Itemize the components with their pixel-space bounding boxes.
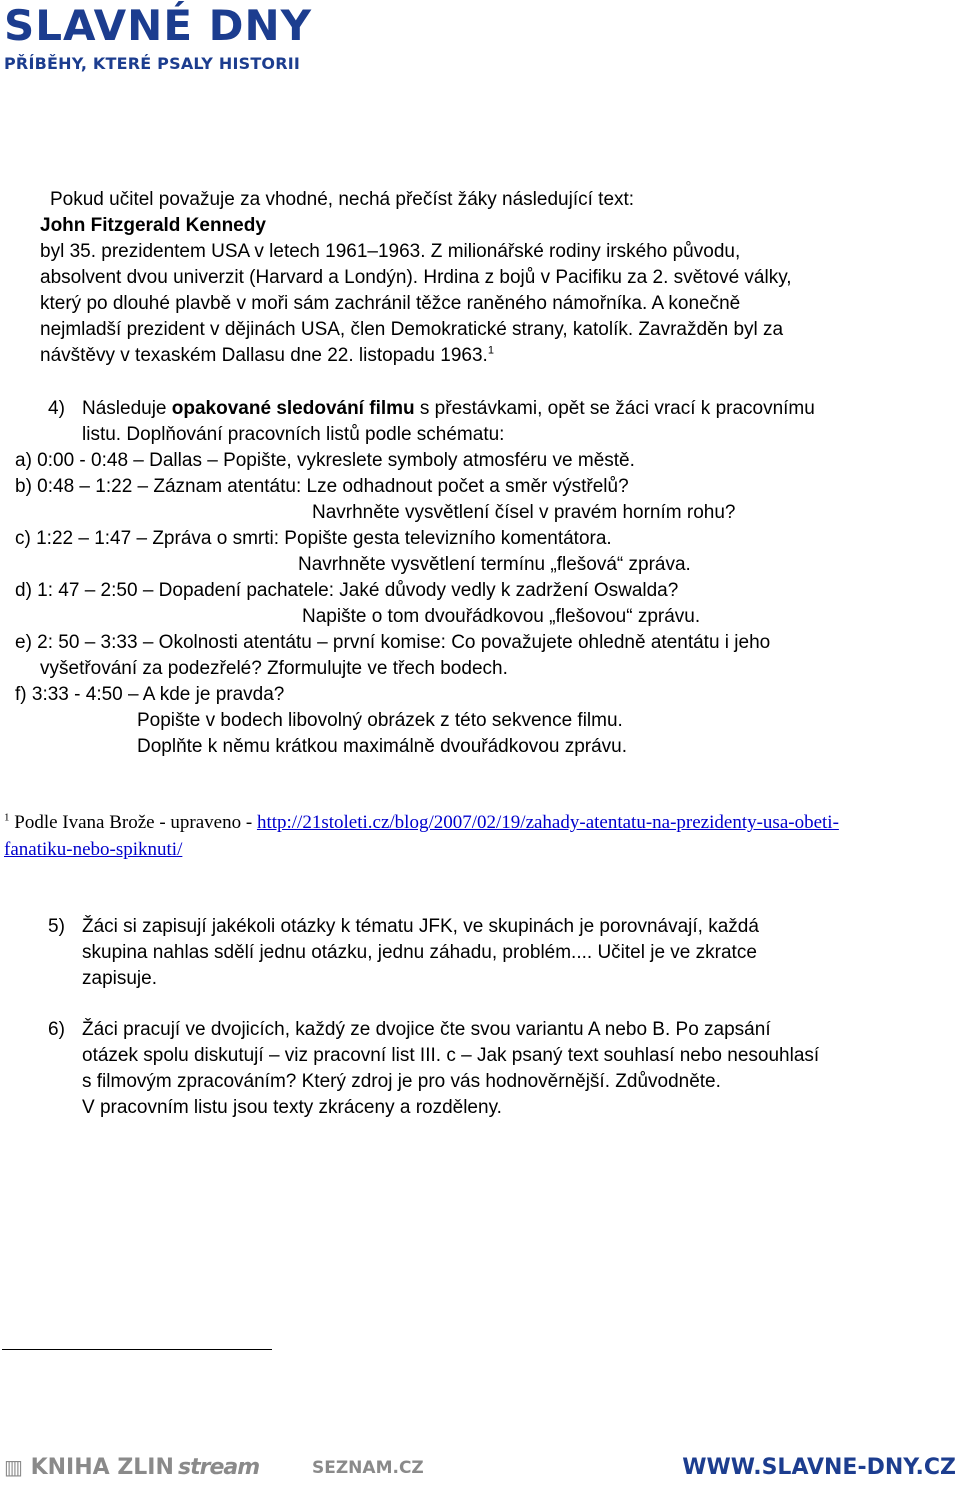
schedule-e: e) 2: 50 – 3:33 – Okolnosti atentátu – první komise: Co považujete ohledně atentátu i jeho [15,632,771,653]
footer-url[interactable]: WWW.SLAVNE-DNY.CZ [682,1455,956,1480]
step6-line: s filmovým zpracováním? Který zdroj je pro vás hodnověrnější. Zdůvodněte. [82,1071,721,1092]
schedule-f: f) 3:33 - 4:50 – A kde je pravda? [15,684,285,705]
step4-line [82,396,815,422]
book-icon: ▥ [4,1455,23,1479]
schedule-c: c) 1:22 – 1:47 – Zpráva o smrti: Popište gesta televizního komentátora. [15,528,612,549]
schedule-e-cont: vyšetřování za podezřelé? Zformulujte ve třech bodech. [40,658,508,679]
bio-line: který po dlouhé plavbě v moři sám zachránil těžce raněného námořníka. A konečně [40,293,741,314]
bio-line-last [40,343,494,369]
footer-logo-seznam: SEZNAM.CZ [312,1458,424,1478]
step5-line: Žáci si zapisují jakékoli otázky k tématu JFK, ve skupinách je porovnávají, každá [82,916,759,937]
schedule-d-question: Napište o tom dvouřádkovou „flešovou“ zprávu. [302,606,701,627]
bio-line: absolvent dvou univerzit (Harvard a Londýn). Hrdina z bojů v Pacifiku za 2. světové války, [40,267,792,288]
footnote [4,812,839,834]
brand-title: SLAVNÉ DNY [4,1,313,50]
step5-line: skupina nahlas sdělí jednu otázku, jednu záhadu, problém.... Učitel je ve zkratce [82,942,757,963]
footnote-cont [4,839,182,861]
footer-logo-stream: stream [178,1455,260,1480]
brand-subtitle: PŘÍBĚHY, KTERÉ PSALY HISTORII [4,54,301,73]
step6-line: V pracovním listu jsou texty zkráceny a rozděleny. [82,1097,502,1118]
schedule-d: d) 1: 47 – 2:50 – Dopadení pachatele: Jaké důvody vedly k zadržení Oswalda? [15,580,679,601]
schedule-b: b) 0:48 – 1:22 – Záznam atentátu: Lze odhadnout počet a směr výstřelů? [15,476,629,497]
schedule-f-task1: Popište v bodech libovolný obrázek z této sekvence filmu. [137,710,623,731]
schedule-b-question: Navrhněte vysvětlení čísel v pravém horním rohu? [312,502,736,523]
step5-num: 5) [48,916,65,937]
step5-line: zapisuje. [82,968,157,989]
step4-post: s přestávkami, opět se žáci vrací k pracovnímu [414,398,815,419]
bio-text: návštěvy v texaském Dallasu dne 22. listopadu 1963. [40,345,488,366]
footnote-separator [2,1349,272,1350]
footer-logo-kniha-zlin [4,1455,174,1480]
footnote-text: Podle Ivana Brože - upraveno - [9,812,257,833]
intro-line: Pokud učitel považuje za vhodné, nechá přečíst žáky následující text: [50,189,635,210]
step6-line: Žáci pracují ve dvojicích, každý ze dvojice čte svou variantu A nebo B. Po zapsání [82,1019,771,1040]
step4-pre: Následuje [82,398,172,419]
schedule-c-question: Navrhněte vysvětlení termínu „flešová“ zpráva. [298,554,691,575]
step4-bold: opakované sledování filmu [171,398,415,419]
footnote-link[interactable]: http://21stoleti.cz/blog/2007/02/19/zahady-atentatu-na-prezidenty-usa-obeti- [256,812,839,833]
footnote-num: 1 [4,811,10,824]
schedule-a: a) 0:00 - 0:48 – Dallas – Popište, vykreslete symboly atmosféru ve městě. [15,450,635,471]
step4-num: 4) [48,398,65,419]
footnote-ref: 1 [487,344,494,357]
step4-cont: listu. Doplňování pracovních listů podle schématu: [82,424,505,445]
step6-num: 6) [48,1019,65,1040]
step6-line: otázek spolu diskutují – viz pracovní list III. c – Jak psaný text souhlasí nebo nesouhlasí [82,1045,820,1066]
footnote-link-cont[interactable]: fanatiku-nebo-spiknuti/ [4,839,183,860]
kniha-zlin-label: KNIHA ZLIN [30,1455,174,1480]
bio-line: byl 35. prezidentem USA v letech 1961–1963. Z milionářské rodiny irského původu, [40,241,741,262]
person-name: John Fitzgerald Kennedy [40,215,266,236]
bio-line: nejmladší prezident v dějinách USA, člen Demokratické strany, katolík. Zavražděn byl za [40,319,784,340]
schedule-f-task2: Doplňte k němu krátkou maximálně dvouřádkovou zprávu. [137,736,628,757]
